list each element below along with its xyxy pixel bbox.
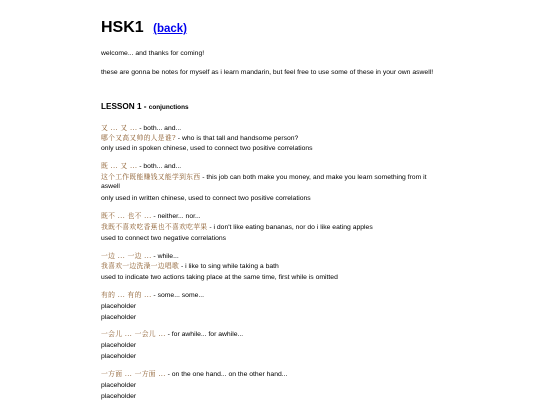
entry-2-example (101, 173, 431, 191)
entry-5-meaning: - some... some... (151, 292, 205, 299)
entry-2-chinese: 既 ... 又 ... (101, 162, 138, 170)
entry-1-example-chinese: 哪个又高又帅的人是谁? (101, 134, 176, 142)
entry-7-chinese: 一方面 ... 一方面 ... (101, 370, 166, 378)
entry-6-meaning: - for awhile... for awhile... (165, 331, 244, 338)
entry-1-example (101, 134, 298, 143)
entry-4-example (101, 262, 279, 271)
entry-7-note: placeholder (101, 393, 137, 400)
entry-3-example-english: - i don't like eating bananas, nor do i like eating apples (207, 224, 373, 231)
entry-4-chinese: 一边 ... 一边 ... (101, 252, 152, 260)
entry-7-example: placeholder (101, 382, 137, 389)
page-header (101, 19, 187, 37)
entry-3-example-chinese: 我既不喜欢吃香蕉也不喜欢吃苹果 (101, 223, 208, 231)
entry-5-chinese: 有的 ... 有的 ... (101, 291, 152, 299)
entry-3-chinese: 既不 ... 也不 ... (101, 212, 152, 220)
entry-2-note: only used in written chinese, used to connect two positive correlations (101, 195, 311, 202)
lesson-title: LESSON 1 - (101, 102, 149, 111)
entry-1-note: only used in spoken chinese, used to connect two positive correlations (101, 145, 313, 152)
entry-4-phrase (101, 252, 179, 261)
entry-1-example-english: - who is that tall and handsome person? (175, 135, 299, 142)
entry-5-note: placeholder (101, 314, 137, 321)
entry-1-meaning: - both... and... (137, 125, 182, 132)
entry-3-phrase (101, 212, 201, 221)
entry-2-example-chinese: 这个工作既能赚钱又能学到东西 (101, 173, 201, 181)
entry-4-note: used to indicate two actions taking place at the same time, first while is omitted (101, 274, 338, 281)
page-title: HSK1 (101, 19, 144, 36)
back-link[interactable]: (back) (153, 23, 188, 35)
lesson-heading (101, 102, 189, 111)
entry-6-example: placeholder (101, 342, 137, 349)
entry-2-phrase (101, 162, 181, 171)
entry-7-meaning: - on the one hand... on the other hand... (165, 371, 288, 378)
entry-7-phrase (101, 370, 287, 379)
entry-3-example (101, 223, 373, 232)
entry-4-meaning: - while... (151, 253, 179, 260)
entry-1-phrase (101, 124, 181, 133)
entry-6-chinese: 一会儿 ... 一会儿 ... (101, 330, 166, 338)
entry-1-chinese: 又 ... 又 ... (101, 124, 138, 132)
entry-5-phrase (101, 291, 204, 300)
entry-4-example-english: - i like to sing while taking a bath (179, 263, 279, 270)
entry-6-phrase (101, 330, 243, 339)
welcome-text: welcome... and thanks for coming! (101, 50, 205, 57)
entry-3-meaning: - neither... nor... (151, 213, 201, 220)
intro-note: these are gonna be notes for myself as i learn mandarin, but feel free to use some of these in your own aswell! (101, 69, 434, 76)
entry-3-note: used to connect two negative correlations (101, 235, 227, 242)
entry-2-meaning: - both... and... (137, 163, 182, 170)
entry-5-example: placeholder (101, 303, 137, 310)
entry-6-note: placeholder (101, 353, 137, 360)
entry-2-example-english: - this job can both make you money, and make you learn something from it aswell (101, 174, 427, 190)
lesson-subtitle: conjunctions (148, 104, 189, 111)
entry-4-example-chinese: 我喜欢一边洗澡一边唱歌 (101, 262, 180, 270)
